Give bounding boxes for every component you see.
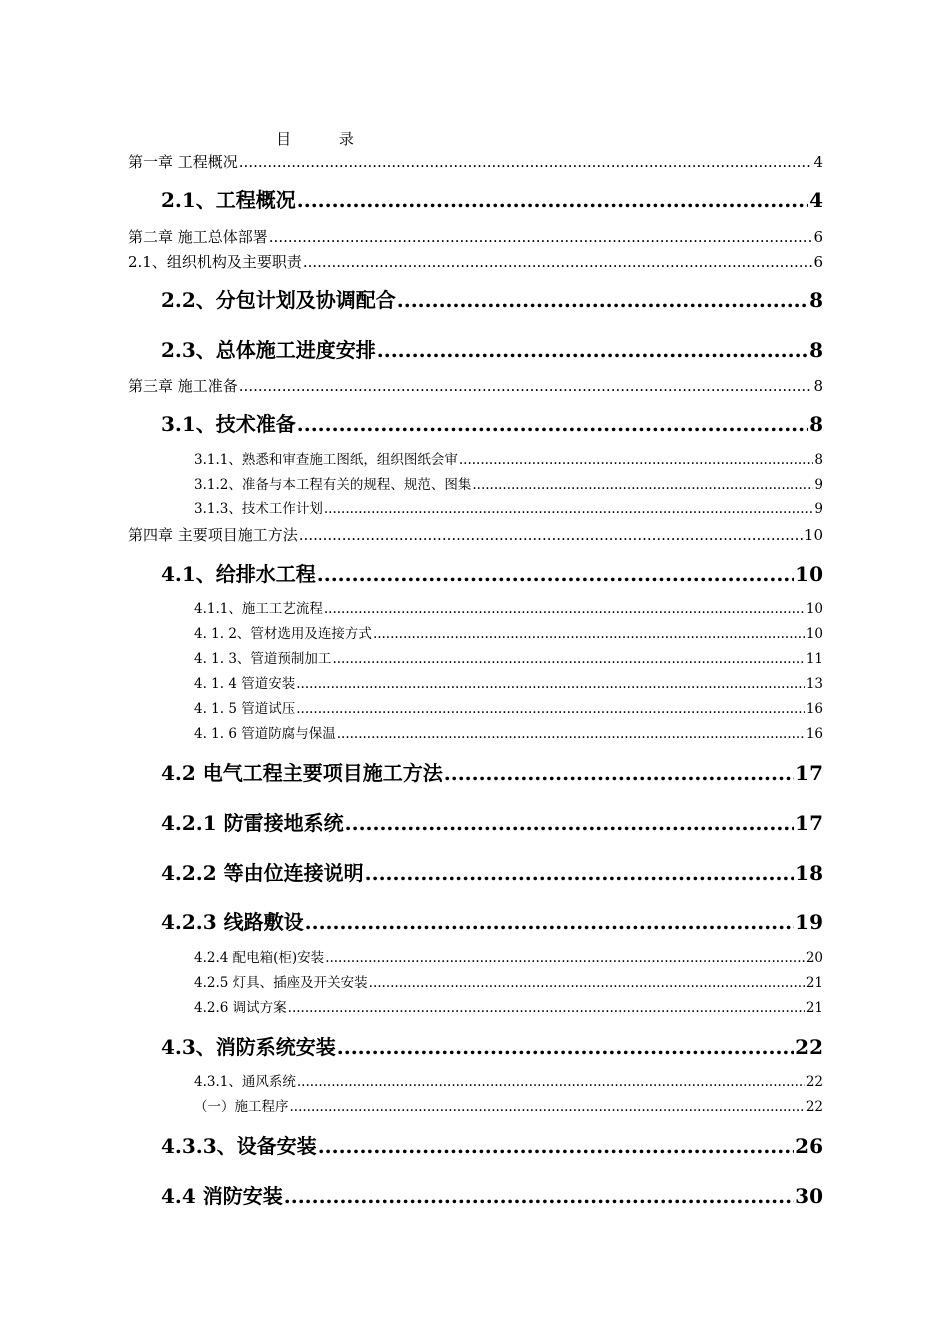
toc-leader-dots <box>459 454 814 468</box>
toc-page-number: 16 <box>805 701 823 717</box>
toc-title: 目 录 <box>276 130 354 148</box>
toc-page-number: 8 <box>814 452 823 468</box>
toc-leader-dots <box>296 678 805 692</box>
toc-leader-dots <box>297 1076 805 1090</box>
toc-entry[interactable] <box>161 414 823 434</box>
toc-entry-label: 3.1.3、技术工作计划 <box>194 501 323 517</box>
toc-page-number: 10 <box>803 526 823 544</box>
toc-leader-dots <box>324 503 814 517</box>
toc-entry-label: 4.3.3、设备安装 <box>161 1134 317 1158</box>
toc-entry-label: 4.2.4 配电箱(柜)安装 <box>194 950 325 966</box>
toc-page-number: 10 <box>795 562 823 586</box>
toc-entry[interactable] <box>161 1186 823 1206</box>
toc-page-number: 22 <box>805 1074 823 1090</box>
toc-entry[interactable] <box>161 912 823 932</box>
toc-entry-label: （一）施工程序 <box>194 1099 289 1115</box>
toc-leader-dots <box>365 863 795 883</box>
toc-leader-dots <box>305 912 795 932</box>
toc-entry-label: 3.1.1、熟悉和审查施工图纸，组织图纸会审 <box>194 452 458 468</box>
toc-entry[interactable] <box>161 190 823 210</box>
toc-leader-dots <box>337 728 805 742</box>
toc-page-number: 10 <box>805 626 823 642</box>
toc-leader-dots <box>317 564 794 584</box>
toc-entry-label: 4. 1. 2、管材选用及连接方式 <box>194 626 372 642</box>
toc-entry[interactable] <box>194 653 823 667</box>
toc-entry[interactable] <box>128 379 823 394</box>
toc-leader-dots <box>269 230 813 245</box>
toc-page-number: 20 <box>805 950 823 966</box>
toc-entry[interactable] <box>128 230 823 245</box>
toc-entry-label: 4.2.5 灯具、插座及开关安装 <box>194 975 368 991</box>
toc-page-number: 9 <box>814 477 823 493</box>
toc-entry-label: 4.3.1、通风系统 <box>194 1074 296 1090</box>
toc-page-number: 16 <box>805 726 823 742</box>
toc-entry-label: 4. 1. 4 管道安装 <box>194 676 296 692</box>
toc-leader-dots <box>297 414 808 434</box>
toc-page-number: 11 <box>805 651 823 667</box>
toc-entry[interactable] <box>194 952 823 966</box>
toc-leader-dots <box>290 1101 805 1115</box>
toc-leader-dots <box>297 190 808 210</box>
toc-entry-label: 2.3、总体施工进度安排 <box>161 338 376 362</box>
toc-entry-label: 4.2.3 线路敷设 <box>161 910 304 934</box>
toc-entry[interactable] <box>194 703 823 717</box>
toc-leader-dots <box>324 603 805 617</box>
toc-leader-dots <box>472 479 813 493</box>
toc-entry[interactable] <box>161 1037 823 1057</box>
toc-entry-label: 2.1、工程概况 <box>161 188 296 212</box>
toc-page-number: 22 <box>795 1035 823 1059</box>
toc-page-number: 6 <box>813 228 823 246</box>
toc-entry-label: 4. 1. 5 管道试压 <box>194 701 296 717</box>
toc-entry-label: 3.1、技术准备 <box>161 412 296 436</box>
toc-entry-label: 3.1.2、准备与本工程有关的规程、规范、图集 <box>194 477 472 493</box>
toc-page-number: 18 <box>795 861 823 885</box>
toc-entry-label: 4.1.1、施工工艺流程 <box>194 601 323 617</box>
toc-page-number: 10 <box>805 601 823 617</box>
toc-entry-label: 第一章 工程概况 <box>128 153 238 171</box>
toc-leader-dots <box>373 628 805 642</box>
toc-entry[interactable] <box>194 628 823 642</box>
toc-page-number: 19 <box>795 910 823 934</box>
toc-entry[interactable] <box>161 340 823 360</box>
toc-entry[interactable] <box>161 290 823 310</box>
toc-entry[interactable] <box>161 1136 823 1156</box>
toc-entry[interactable] <box>194 977 823 991</box>
toc-leader-dots <box>444 763 794 783</box>
toc-entry[interactable] <box>194 678 823 692</box>
toc-page-number: 9 <box>814 501 823 517</box>
toc-entry-label: 4. 1. 6 管道防腐与保温 <box>194 726 336 742</box>
toc-entry-label: 4.4 消防安装 <box>161 1184 283 1208</box>
toc-entry[interactable] <box>194 454 823 468</box>
toc-page-number: 8 <box>813 377 823 395</box>
toc-entry[interactable] <box>128 255 823 270</box>
toc-entry[interactable] <box>194 1002 823 1016</box>
toc-page-number: 17 <box>795 811 823 835</box>
toc-page-number: 30 <box>795 1184 823 1208</box>
toc-entry[interactable] <box>194 479 823 493</box>
toc-page-number: 8 <box>809 338 823 362</box>
toc-leader-dots <box>318 1136 794 1156</box>
toc-entry-label: 4.2 电气工程主要项目施工方法 <box>161 761 443 785</box>
toc-page-number: 4 <box>809 188 823 212</box>
toc-page-number: 17 <box>795 761 823 785</box>
toc-page-number: 8 <box>809 412 823 436</box>
toc-leader-dots <box>239 155 813 170</box>
toc-entry-label: 4.1、给排水工程 <box>161 562 316 586</box>
toc-entry-label: 2.1、组织机构及主要职责 <box>128 253 302 271</box>
toc-entry[interactable] <box>161 564 823 584</box>
toc-page-number: 6 <box>813 253 823 271</box>
toc-entry-label: 第四章 主要项目施工方法 <box>128 526 298 544</box>
toc-entry[interactable] <box>194 503 823 517</box>
toc-leader-dots <box>337 1037 794 1057</box>
toc-page-number: 21 <box>805 975 823 991</box>
toc-entry-label: 4.2.6 调试方案 <box>194 1000 287 1016</box>
toc-entry-label: 4.2.2 等由位连接说明 <box>161 861 364 885</box>
toc-entry-label: 2.2、分包计划及协调配合 <box>161 288 396 312</box>
toc-page-number: 13 <box>805 676 823 692</box>
toc-entry[interactable] <box>194 728 823 742</box>
toc-page-number: 22 <box>805 1099 823 1115</box>
toc-entry[interactable] <box>194 1101 823 1115</box>
toc-entry[interactable] <box>161 863 823 883</box>
toc-entry-label: 4. 1. 3、管道预制加工 <box>194 651 332 667</box>
toc-entry[interactable] <box>161 763 823 783</box>
toc-leader-dots <box>299 528 803 543</box>
toc-leader-dots <box>345 813 795 833</box>
toc-leader-dots <box>296 703 805 717</box>
toc-entry[interactable] <box>194 1076 823 1090</box>
toc-entry-label: 第三章 施工准备 <box>128 377 238 395</box>
toc-leader-dots <box>325 952 805 966</box>
toc-entry-label: 4.2.1 防雷接地系统 <box>161 811 344 835</box>
toc-leader-dots <box>303 255 813 270</box>
toc-entry[interactable] <box>194 603 823 617</box>
toc-page-number: 21 <box>805 1000 823 1016</box>
toc-leader-dots <box>288 1002 805 1016</box>
toc-entry-label: 第二章 施工总体部署 <box>128 228 268 246</box>
toc-leader-dots <box>284 1186 794 1206</box>
toc-entry[interactable] <box>128 155 823 170</box>
toc-page-number: 8 <box>809 288 823 312</box>
toc-leader-dots <box>369 977 805 991</box>
toc-leader-dots <box>239 379 813 394</box>
toc-leader-dots <box>332 653 804 667</box>
toc-leader-dots <box>377 340 808 360</box>
toc-page-number: 26 <box>795 1134 823 1158</box>
toc-page-number: 4 <box>813 153 823 171</box>
toc-entry[interactable] <box>161 813 823 833</box>
toc-entry-label: 4.3、消防系统安装 <box>161 1035 336 1059</box>
toc-leader-dots <box>397 290 808 310</box>
toc-entry[interactable] <box>128 528 823 543</box>
